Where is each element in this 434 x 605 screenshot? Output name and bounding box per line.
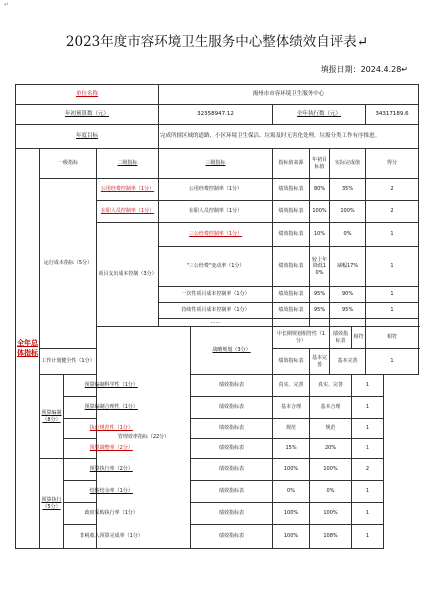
eff-l2-exec: 预算执行（5分）: [40, 459, 64, 549]
cost-actual: 100%: [330, 201, 366, 223]
cost-l3: "三公经费"变动率（1分）: [159, 247, 273, 287]
cost-actual: 减幅17%: [330, 247, 366, 287]
ellipsis: ……: [159, 319, 273, 327]
header-standard: 指标值来源: [273, 149, 310, 179]
eff-src: 绩效指标表: [191, 397, 273, 419]
eff-l2-plan: 战略规划（3分）: [191, 327, 273, 375]
eff-actual: 基本合理: [310, 397, 352, 419]
eff-target: 100%: [273, 503, 310, 525]
cost-score: 1: [366, 247, 419, 287]
header-actual: 实际完成值: [330, 149, 366, 179]
eff-src: 绩效指标表: [191, 419, 273, 439]
header-level2: 二级指标: [97, 149, 159, 179]
eff-score: 1: [352, 503, 384, 525]
eff-l2-budget: 预算编制（8分）: [40, 375, 64, 459]
actual-label: 全年执行数（元）: [273, 105, 366, 125]
header-level1: 一级指标: [40, 149, 97, 179]
cost-target: 95%: [310, 303, 330, 319]
cost-score: 1: [366, 287, 419, 303]
efficiency-group-label: 管理效率指标（22分）: [97, 327, 191, 549]
cost-actual: 90%: [330, 287, 366, 303]
eff-l3: 中长期规划相符性（1分）: [273, 327, 330, 349]
eff-l3: 工作计划健全性（1分）: [40, 349, 97, 375]
eff-score: 1: [352, 419, 384, 439]
cost-score: 2: [366, 201, 419, 223]
eff-l3: 执行规范性（1分）: [64, 419, 159, 439]
eff-l3: 政府采购执行率（1分）: [64, 503, 159, 525]
unit-value: 揭州市市容环境卫生服务中心: [159, 85, 419, 105]
cost-l3: 三公经费控制率（1分）: [159, 223, 273, 247]
eff-target: 0%: [273, 481, 310, 503]
eff-target: 100%: [273, 459, 310, 481]
eff-actual: 100%: [310, 459, 352, 481]
eff-target: 规范: [273, 419, 310, 439]
cost-l3: 持续性项目成本控制率（1分）: [159, 303, 273, 319]
header-level3: 三级指标: [159, 149, 273, 179]
cost-src: 绩效指标表: [273, 201, 310, 223]
eff-l3: 预算调整率（2分）: [64, 439, 159, 459]
eff-src: 绩效指标表: [191, 375, 273, 397]
eff-actual: 108%: [310, 525, 352, 549]
eff-actual: 100%: [310, 503, 352, 525]
eff-score: 1: [352, 481, 384, 503]
outer-group-label: 全年总体指标: [16, 149, 40, 549]
header-score: 得分: [366, 149, 419, 179]
eff-actual: 相符: [366, 327, 419, 349]
cost-src: 绩效指标表: [273, 287, 310, 303]
eff-src: 绩效指标表: [191, 503, 273, 525]
eff-src: 绩效指标表: [273, 349, 310, 375]
eff-actual: 0%: [310, 481, 352, 503]
eff-src: 绩效指标表: [191, 459, 273, 481]
eff-l3: 预算执行率（2分）: [64, 459, 159, 481]
cost-src: 绩效指标表: [273, 179, 310, 201]
eff-src: 绩效指标表: [191, 481, 273, 503]
eff-target: 真实、完善: [273, 375, 310, 397]
actual-value: 34317189.6: [366, 105, 419, 125]
eff-target: 15%: [273, 439, 310, 459]
eff-actual: 20%: [310, 439, 352, 459]
eff-target: 基本合理: [273, 397, 310, 419]
cost-l3: 公用经费控制率（1分）: [159, 179, 273, 201]
eff-target: 相符: [352, 327, 366, 349]
eff-score: 1: [352, 397, 384, 419]
cost-actual: 35%: [330, 179, 366, 201]
cost-target: 10%: [310, 223, 330, 247]
cost-src: 绩效指标表: [273, 303, 310, 319]
eff-src: 绩效指标表: [191, 439, 273, 459]
cost-actual: 95%: [330, 303, 366, 319]
cost-target: 较上年降低10%: [310, 247, 330, 287]
eff-actual: 基本完善: [330, 349, 366, 375]
eff-src: 绩效指标表: [191, 525, 273, 549]
eff-score: 1: [352, 375, 384, 397]
cost-score: 2: [366, 179, 419, 201]
eff-l3: 预算编制科学性（1分）: [64, 375, 159, 397]
eff-l3: 结转结余率（1分）: [64, 481, 159, 503]
paragraph-mark: ↵: [4, 1, 10, 8]
cost-l2: 在职人员控制率（1分）: [97, 201, 159, 223]
budget-value: 32358947.12: [159, 105, 273, 125]
eff-score: 2: [352, 459, 384, 481]
eff-actual: 真实、完善: [310, 375, 352, 397]
goal-value: 完成所辖区域的道路、小区环境卫生保洁、垃圾及时无害化处理，垃圾分类工作有序推进。: [159, 125, 419, 149]
cost-src: 绩效指标表: [273, 223, 310, 247]
unit-label: 单位名称: [16, 85, 159, 105]
eff-src: 绩效指标表: [330, 327, 352, 349]
eff-l3: 预算编制合理性（1分）: [64, 397, 159, 419]
cost-target: 80%: [310, 179, 330, 201]
eff-actual: 规范: [310, 419, 352, 439]
cost-target: 95%: [310, 287, 330, 303]
goal-label: 年度目标: [16, 125, 159, 149]
cost-l2: 公用经费控制率（1分）: [97, 179, 159, 201]
document-title: 2023年度市容环境卫生服务中心整体绩效自评表↵: [65, 34, 369, 50]
budget-label: 年初预算数（元）: [16, 105, 159, 125]
eff-score: 1: [366, 349, 419, 375]
fill-date: 填报日期：2024.4.28↵: [320, 65, 408, 74]
header-target: 年初目标值: [310, 149, 330, 179]
eff-l3: 非税收入预算完成率（1分）: [64, 525, 159, 549]
eff-target: 100%: [273, 525, 310, 549]
cost-src: 绩效指标表: [273, 247, 310, 287]
eff-score: 1: [352, 525, 384, 549]
performance-table: [15, 84, 419, 549]
cost-actual: 0%: [330, 223, 366, 247]
cost-l2-merged: 项目支出成本控制（3分）: [97, 223, 159, 327]
cost-l3: 在职人员控制率（1分）: [159, 201, 273, 223]
cost-l3: 一次性项目成本控制率（1分）: [159, 287, 273, 303]
cost-score: 1: [366, 223, 419, 247]
cost-group-label: 运行成本指标（5分）: [40, 179, 97, 349]
cost-target: 100%: [310, 201, 330, 223]
cost-score: 1: [366, 303, 419, 319]
eff-score: 1: [352, 439, 384, 459]
eff-target: 基本完善: [310, 349, 330, 375]
